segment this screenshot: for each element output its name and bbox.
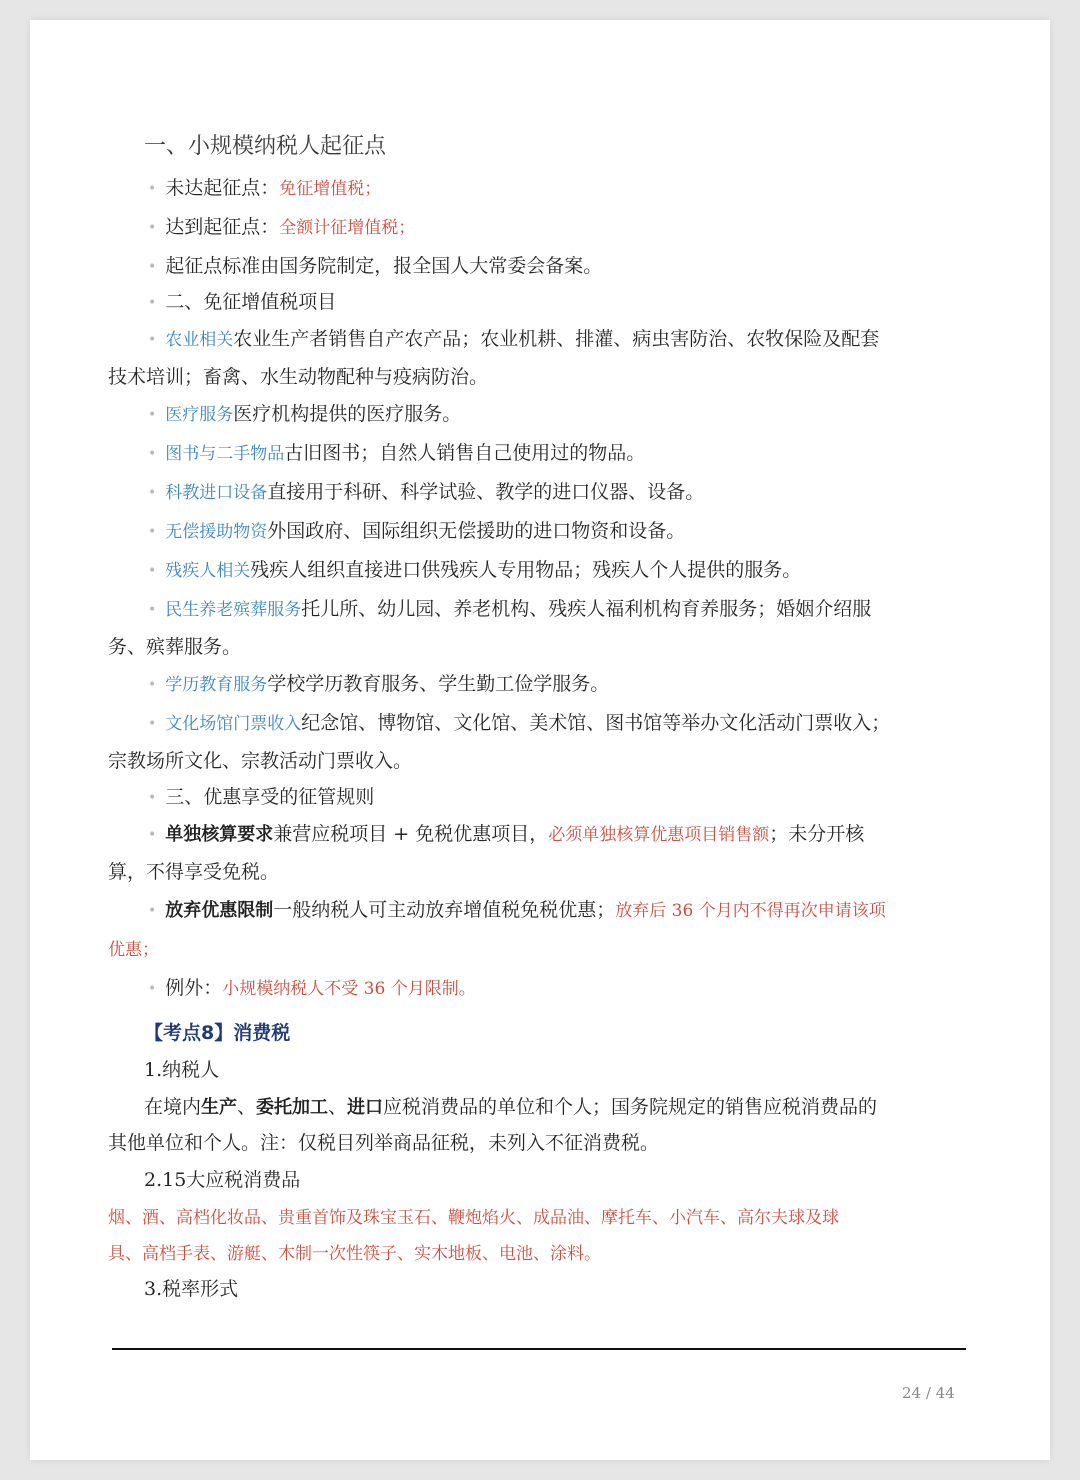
exempt-item-medical: • 医疗服务医疗机构提供的医疗服务。	[148, 403, 462, 425]
bullet-dot: •	[148, 677, 157, 693]
footer-rule	[112, 1348, 966, 1350]
exempt-item-aid: • 无偿援助物资外国政府、国际组织无偿援助的进口物资和设备。	[148, 520, 686, 542]
bullet-dot: •	[148, 485, 157, 501]
page-number: 24 / 44	[902, 1384, 955, 1402]
section-3-title: • 三、优惠享受的征管规则	[148, 786, 375, 808]
bullet-line: • 达到起征点：全额计征增值税；	[148, 216, 416, 238]
bullet-dot: •	[148, 602, 157, 618]
section-2-title: • 二、免征增值税项目	[148, 291, 337, 313]
document-page	[30, 20, 1050, 1460]
exempt-item-agri-cont: 技术培训；畜禽、水生动物配种与疫病防治。	[108, 366, 489, 388]
bullet-dot: •	[148, 446, 157, 462]
rule-waiver-limit: • 放弃优惠限制一般纳税人可主动放弃增值税免税优惠；放弃后 36 个月内不得再次申请该项	[148, 899, 886, 921]
bullet-dot: •	[148, 407, 157, 423]
bullet-dot: •	[148, 332, 157, 348]
subheading-taxpayer: 1.纳税人	[144, 1059, 220, 1081]
exempt-item-agri: • 农业相关农业生产者销售自产农产品；农业机耕、排灌、病虫害防治、农牧保险及配套	[148, 328, 880, 350]
exempt-item-culture: • 文化场馆门票收入纪念馆、博物馆、文化馆、美术馆、图书馆等举办文化活动门票收入；	[148, 712, 891, 734]
paragraph-taxpayer-cont: 其他单位和个人。注：仅税目列举商品征税，未列入不征消费税。	[108, 1132, 660, 1154]
exempt-item-care-cont: 务、殡葬服务。	[108, 636, 242, 658]
bullet-dot: •	[148, 903, 157, 919]
exempt-item-education: • 学历教育服务学校学历教育服务、学生勤工俭学服务。	[148, 673, 610, 695]
subheading-taxable-goods: 2.15大应税消费品	[144, 1169, 301, 1191]
bullet-dot: •	[148, 563, 157, 579]
rule-waiver-limit-cont: 优惠；	[108, 940, 159, 960]
subheading-tax-rate: 3.税率形式	[144, 1278, 239, 1300]
bullet-dot: •	[148, 181, 157, 197]
bullet-dot: •	[148, 524, 157, 540]
exempt-item-disabled: • 残疾人相关残疾人组织直接进口供残疾人专用物品；残疾人个人提供的服务。	[148, 559, 802, 581]
rule-separate-accounting: • 单独核算要求兼营应税项目 + 免税优惠项目，必须单独核算优惠项目销售额；未分开核	[148, 823, 865, 845]
exempt-item-science: • 科教进口设备直接用于科研、科学试验、教学的进口仪器、设备。	[148, 481, 705, 503]
bullet-dot: •	[148, 295, 157, 311]
exempt-item-books: • 图书与二手物品古旧图书；自然人销售自己使用过的物品。	[148, 442, 646, 464]
bullet-dot: •	[148, 981, 157, 997]
key-point-heading: 【考点8】消费税	[144, 1022, 291, 1044]
rule-exception: • 例外：小规模纳税人不受 36 个月限制。	[148, 977, 476, 999]
bullet-line: • 起征点标准由国务院制定，报全国人大常委会备案。	[148, 255, 603, 277]
paragraph-taxpayer: 在境内生产、委托加工、进口应税消费品的单位和个人；国务院规定的销售应税消费品的	[144, 1096, 878, 1118]
taxable-goods-list-cont: 具、高档手表、游艇、木制一次性筷子、实木地板、电池、涂料。	[108, 1244, 601, 1264]
exempt-item-culture-cont: 宗教场所文化、宗教活动门票收入。	[108, 750, 413, 772]
bullet-line: • 未达起征点：免征增值税；	[148, 177, 382, 199]
bullet-dot: •	[148, 716, 157, 732]
bullet-dot: •	[148, 790, 157, 806]
bullet-dot: •	[148, 259, 157, 275]
taxable-goods-list: 烟、酒、高档化妆品、贵重首饰及珠宝玉石、鞭炮焰火、成品油、摩托车、小汽车、高尔夫球及球	[108, 1208, 839, 1228]
section-1-title: 一、小规模纳税人起征点	[144, 134, 387, 159]
rule-separate-accounting-cont: 算，不得享受免税。	[108, 861, 280, 883]
bullet-dot: •	[148, 220, 157, 236]
bullet-dot: •	[148, 827, 157, 843]
exempt-item-care: • 民生养老殡葬服务托儿所、幼儿园、养老机构、残疾人福利机构育养服务；婚姻介绍服	[148, 598, 872, 620]
